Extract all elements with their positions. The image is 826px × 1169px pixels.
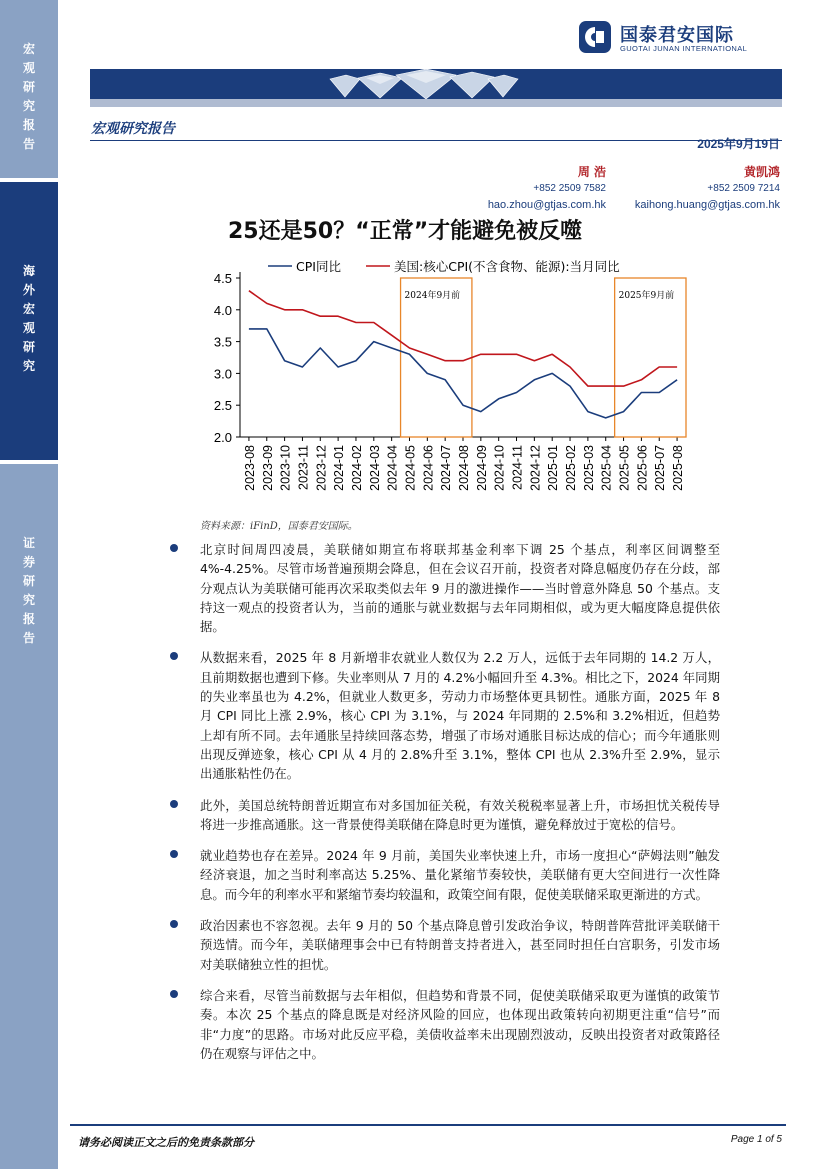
x-tick-label: 2024-05 (403, 445, 418, 491)
header-divider (90, 140, 782, 141)
bullet-text: 此外，美国总统特朗普近期宣布对多国加征关税，有效关税税率显著上升，市场担忧关税传导将进一步推高通胀。这一背景使得美联储在降息时更为谨慎，避免释放过于宽松的信号。 (200, 797, 720, 832)
highlight-box-label: 2024年9月前 (404, 291, 461, 301)
x-tick-label: 2025-07 (653, 445, 668, 491)
author-email[interactable]: kaihong.huang@gtjas.com.hk (634, 199, 780, 211)
y-tick-label: 2.5 (213, 398, 232, 414)
x-tick-label: 2024-08 (457, 445, 471, 491)
x-tick-label: 2024-04 (385, 445, 400, 491)
header-banner (90, 69, 782, 99)
legend-label: 美国:核心CPI(不含食物、能源):当月同比 (394, 259, 620, 274)
list-item (164, 846, 720, 904)
y-tick-label: 4.5 (213, 271, 232, 286)
x-tick-label: 2024-03 (367, 445, 382, 491)
list-item (164, 540, 720, 636)
bullet-text: 就业趋势也存在差异。2024 年 9 月前，美国失业率快速上升，市场一度担心“萨姆法则”触发经济衰退，加之当时利率高达 5.25%、量化紧缩节奏较快，美联储有更大空间进行一次性降息。而今年的利率水平和紧缩节奏均较温和，政策空间有限，促使美联储采取更渐进的方式。 (200, 848, 720, 902)
sidebar-label-macro-report: 宏 观 研 究 报 告 (22, 42, 35, 151)
footer-disclaimer[interactable]: 请务必阅读正文之后的免责条款部分 (78, 1136, 254, 1149)
author-card (488, 163, 606, 213)
x-tick-label: 2023-12 (314, 445, 329, 491)
banner-underline (90, 99, 782, 107)
x-tick-label: 2024-10 (492, 445, 507, 491)
x-tick-label: 2024-07 (439, 445, 454, 491)
bullet-text: 政治因素也不容忽视。去年 9 月的 50 个基点降息曾引发政治争议，特朗普阵营批评美联储干预选情。而今年，美联储理事会中已有特朗普支持者进入，甚至同时担任白宫职务，引发市场对美联储独立性的担忧。 (200, 918, 720, 972)
bullet-dot-icon (170, 990, 178, 998)
y-tick-label: 3.5 (213, 334, 232, 350)
x-tick-label: 2024-01 (332, 445, 347, 491)
author-name: 黄凯鸿 (743, 165, 780, 179)
logo-chinese-name: 国泰君安国际 (620, 25, 734, 46)
y-tick-label: 2.0 (213, 430, 232, 445)
bullet-dot-icon (170, 544, 178, 552)
footer-divider (70, 1124, 786, 1126)
chart-source: 资料来源：iFinD，国泰君安国际。 (200, 521, 358, 532)
x-tick-label: 2024-11 (510, 445, 525, 490)
bullet-dot-icon (170, 850, 178, 858)
x-tick-label: 2023-11 (296, 445, 311, 490)
list-item (164, 986, 720, 1063)
x-tick-label: 2025-06 (635, 445, 650, 491)
x-tick-label: 2023-08 (242, 445, 257, 491)
author-email[interactable]: hao.zhou@gtjas.com.hk (487, 199, 606, 211)
report-title: 25还是50？“正常”才能避免被反噬 (228, 219, 583, 244)
series-line-core-cpi (249, 291, 677, 386)
logo-mark-icon (578, 20, 612, 54)
x-tick-label: 2024-06 (421, 445, 436, 491)
report-date: 2025年9月19日 (697, 137, 780, 151)
x-tick-label: 2023-09 (260, 445, 275, 491)
highlight-box-label: 2025年9月前 (618, 291, 675, 301)
author-name: 周 浩 (577, 165, 606, 179)
x-tick-label: 2023-10 (278, 445, 293, 491)
x-tick-label: 2025-01 (546, 445, 561, 491)
cpi-line-chart (190, 250, 710, 518)
company-logo (578, 20, 788, 54)
author-phone: +852 2509 7582 (533, 183, 606, 194)
logo-english-name: GUOTAI JUNAN INTERNATIONAL (620, 44, 748, 53)
bullet-text: 综合来看，尽管当前数据与去年相似，但趋势和背景不同，促使美联储采取更为谨慎的政策节奏。本次 25 个基点的降息既是对经济风险的回应，也体现出政策转向初期更注重“信号”而非“力度”的思路。市场对此反应平稳，美债收益率未出现剧烈波动，反映出投资者对政策路径仍在观察与评估之中。 (200, 987, 720, 1061)
author-phone: +852 2509 7214 (707, 183, 780, 194)
legend-label: CPI同比 (296, 259, 341, 274)
x-tick-label: 2025-02 (564, 445, 579, 491)
x-tick-label: 2024-09 (474, 445, 489, 491)
bullet-text: 从数据来看，2025 年 8 月新增非农就业人数仅为 2.2 万人，远低于去年同期的 14.2 万人，且前期数据也遭到下修。失业率则从 7 月的 4.2%小幅回升至 4.3%。相比之下，2024 年同期的失业率虽也为 4.2%，但就业人数更多，劳动力市场整体更具韧性。通胀方面，2025 年 8 月 CPI 同比上涨 2.9%，核心 CPI 为 3.1%，与 2024 年同期的 2.5%和 3.2%相近，但趋势上却有所不同。去年通胀呈持续回落态势，增强了市场对通胀目标达成的信心；而今年通胀则出现反弹迹象，核心 CPI 从 4 月的 2.8%升至 3.1%，整体 CPI 也从 2.3%升至 2.9%，显示出通胀粘性仍在。 (200, 650, 720, 782)
x-tick-label: 2025-04 (599, 445, 614, 491)
report-type-label: 宏观研究报告 (91, 121, 175, 137)
x-tick-label: 2025-03 (581, 445, 596, 491)
x-tick-label: 2024-02 (349, 445, 364, 491)
list-item (164, 796, 720, 835)
sidebar-label-securities-report: 证 券 研 究 报 告 (22, 536, 35, 645)
x-tick-label: 2025-08 (671, 444, 686, 491)
sidebar-label-overseas-macro: 海 外 宏 观 研 究 (22, 264, 35, 373)
y-tick-label: 4.0 (213, 302, 232, 318)
page-number: Page 1 of 5 (730, 1134, 782, 1145)
x-tick-label: 2024-12 (528, 445, 543, 491)
bullet-list (164, 540, 720, 1075)
bullet-dot-icon (170, 920, 178, 928)
author-card (635, 163, 780, 213)
bullet-dot-icon (170, 800, 178, 808)
y-tick-label: 3.0 (213, 366, 232, 382)
series-line-cpi (249, 329, 677, 418)
list-item (164, 648, 720, 783)
highlight-box (615, 278, 686, 437)
list-item (164, 916, 720, 974)
x-tick-label: 2025-05 (617, 445, 632, 491)
bullet-text: 北京时间周四凌晨，美联储如期宣布将联邦基金利率下调 25 个基点，利率区间调整至 4%-4.25%。尽管市场普遍预期会降息，但在会议召开前，投资者对降息幅度仍存在分歧，部分观点认为美联储可能再次采取类似去年 9 月的激进操作——当时曾意外降息 50 个基点。支持这一观点的投资者认为，当前的通胀与就业数据与去年同期相似，或为更大幅度降息提供依据。 (200, 542, 720, 635)
bullet-dot-icon (170, 652, 178, 660)
